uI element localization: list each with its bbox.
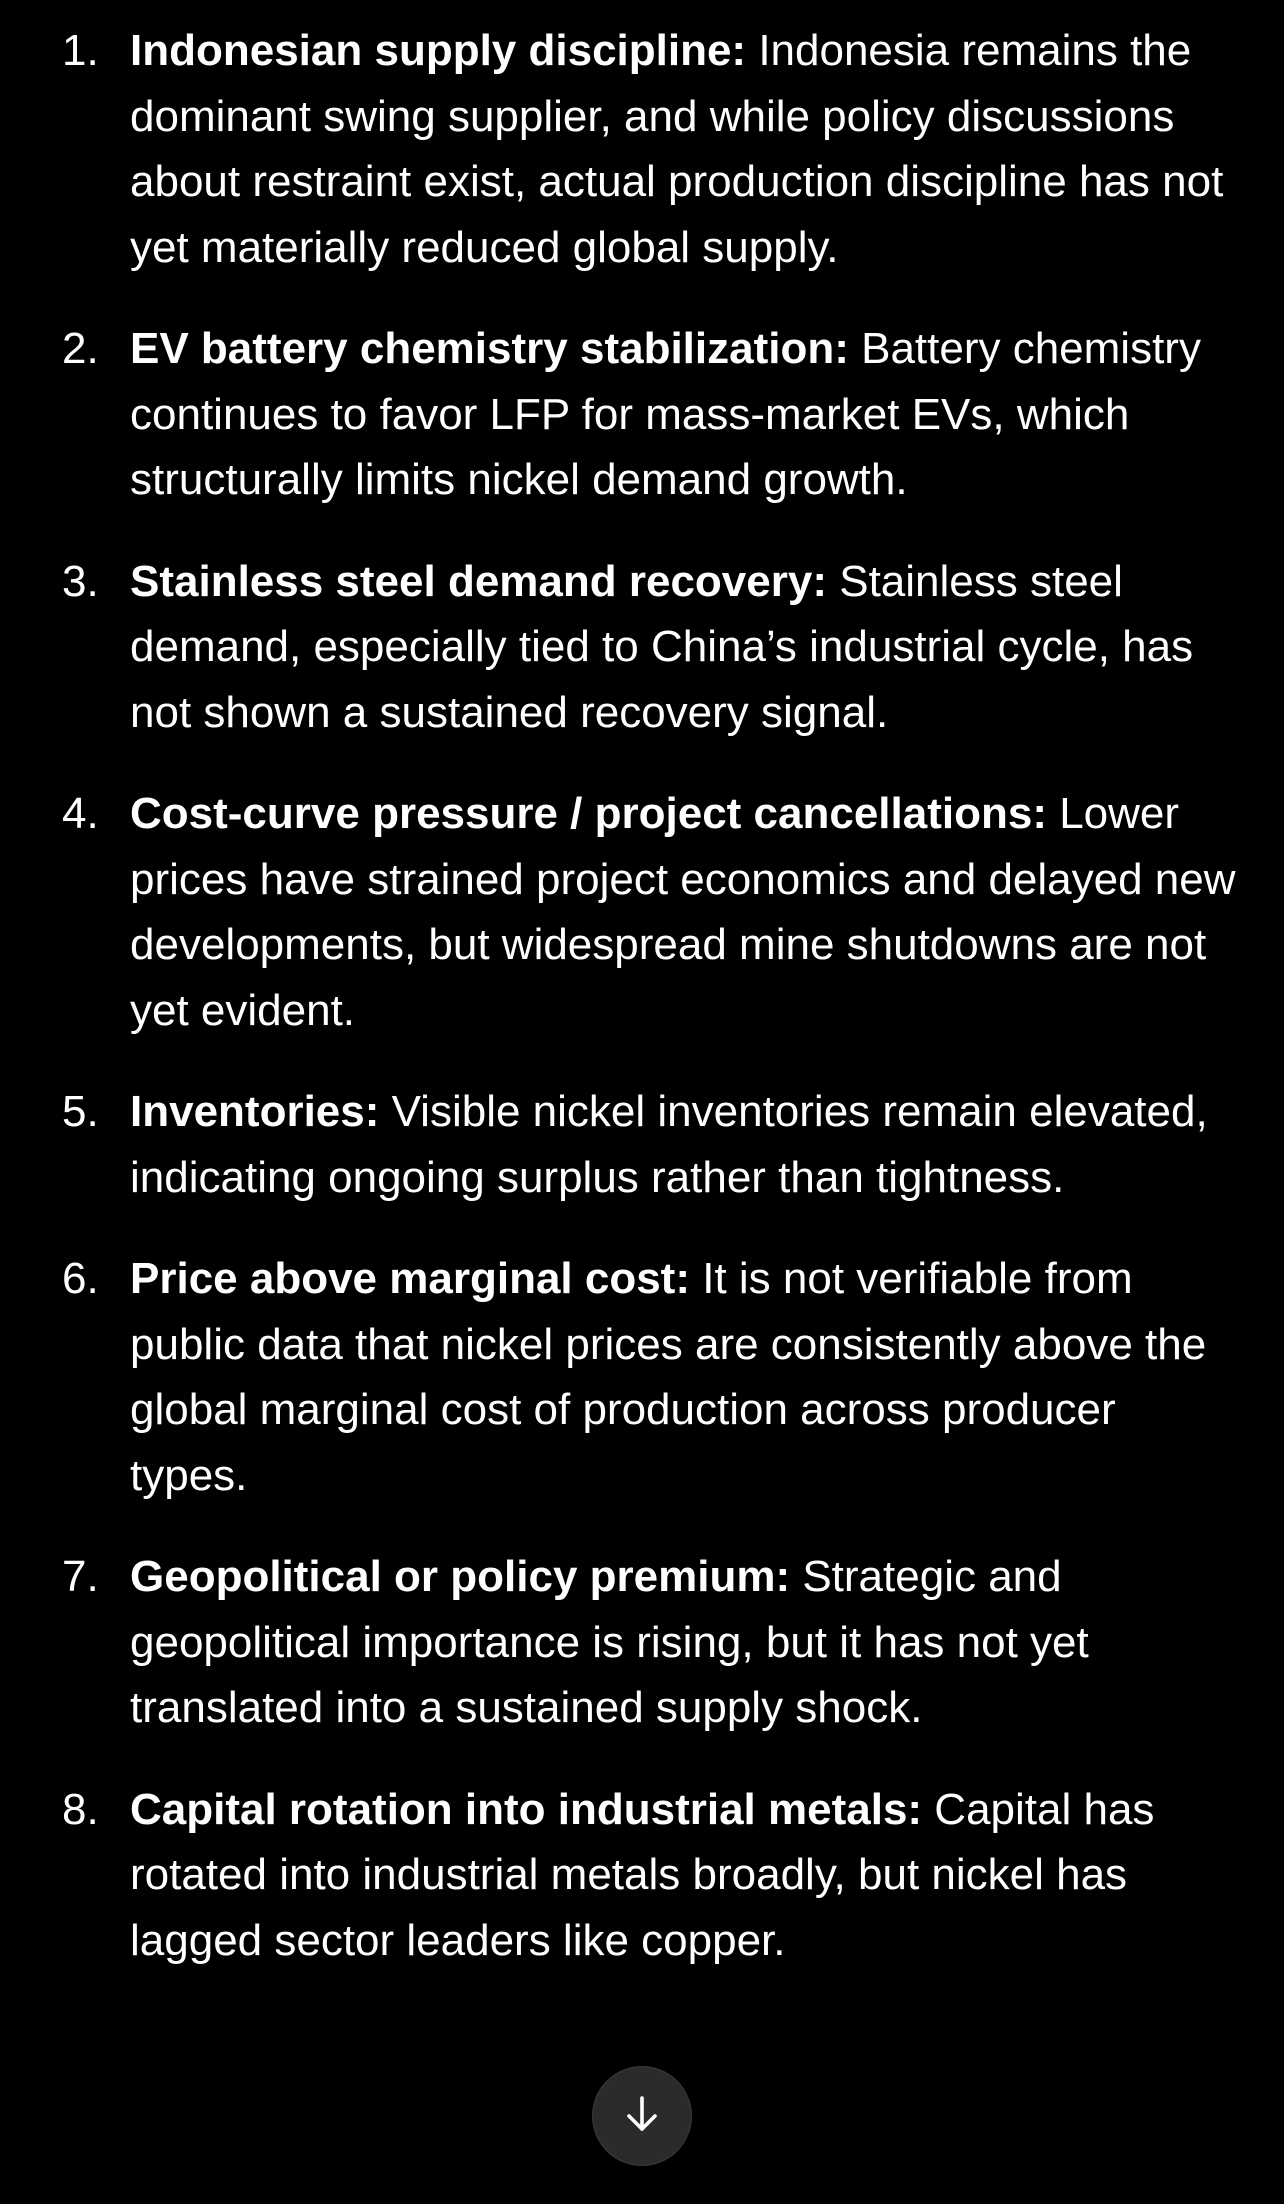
list-item: [0, 316, 1284, 513]
arrow-down-icon: [620, 2092, 664, 2141]
item-title: Capital rotation into industrial metals:: [130, 1784, 923, 1834]
scroll-to-bottom-button[interactable]: [592, 2066, 692, 2166]
item-title: Indonesian supply discipline:: [130, 26, 747, 75]
list-number: 3.: [62, 556, 99, 606]
item-text: Lower prices have strained project economics and delayed new developments, but widespread mine shutdowns are not yet evident.: [130, 789, 1236, 1035]
list-number: 7.: [62, 1552, 99, 1601]
item-title: Stainless steel demand recovery:: [130, 556, 827, 606]
list-item: [0, 549, 1284, 746]
list-number: 1.: [62, 26, 99, 75]
item-text: Capital has rotated into industrial metals broadly, but nickel has lagged sector leaders like copper.: [130, 1784, 1155, 1965]
list-number: 4.: [62, 789, 99, 838]
item-text: Stainless steel demand, especially tied to China’s industrial cycle, has not shown a sustained recovery signal.: [130, 556, 1194, 737]
item-text: Battery chemistry continues to favor LFP for mass-market EVs, which structurally limits nickel demand growth.: [130, 324, 1201, 504]
list-item: [0, 1544, 1284, 1741]
list-item: [0, 781, 1284, 1043]
numbered-list: [0, 18, 1284, 2009]
list-item: [0, 1777, 1284, 1974]
list-number: 6.: [62, 1254, 99, 1303]
item-title: Geopolitical or policy premium:: [130, 1552, 791, 1601]
list-item: [0, 1246, 1284, 1508]
item-title: Price above marginal cost:: [130, 1254, 690, 1303]
list-number: 8.: [62, 1784, 99, 1834]
list-item: [0, 1079, 1284, 1210]
item-text: Indonesia remains the dominant swing supplier, and while policy discussions about restraint exist, actual production discipline has not yet materially reduced global supply.: [130, 26, 1224, 272]
item-title: Cost-curve pressure / project cancellations:: [130, 789, 1047, 838]
list-item: [0, 18, 1284, 280]
list-number: 5.: [62, 1087, 99, 1136]
item-text: Visible nickel inventories remain elevated, indicating ongoing surplus rather than tightness.: [130, 1087, 1208, 1202]
list-number: 2.: [62, 324, 99, 373]
item-title: EV battery chemistry stabilization:: [130, 324, 849, 373]
item-title: Inventories:: [130, 1087, 380, 1136]
item-text: It is not verifiable from public data that nickel prices are consistently above the global marginal cost of production across producer types.: [130, 1254, 1207, 1500]
item-text: Strategic and geopolitical importance is rising, but it has not yet translated into a sustained supply shock.: [130, 1552, 1089, 1732]
